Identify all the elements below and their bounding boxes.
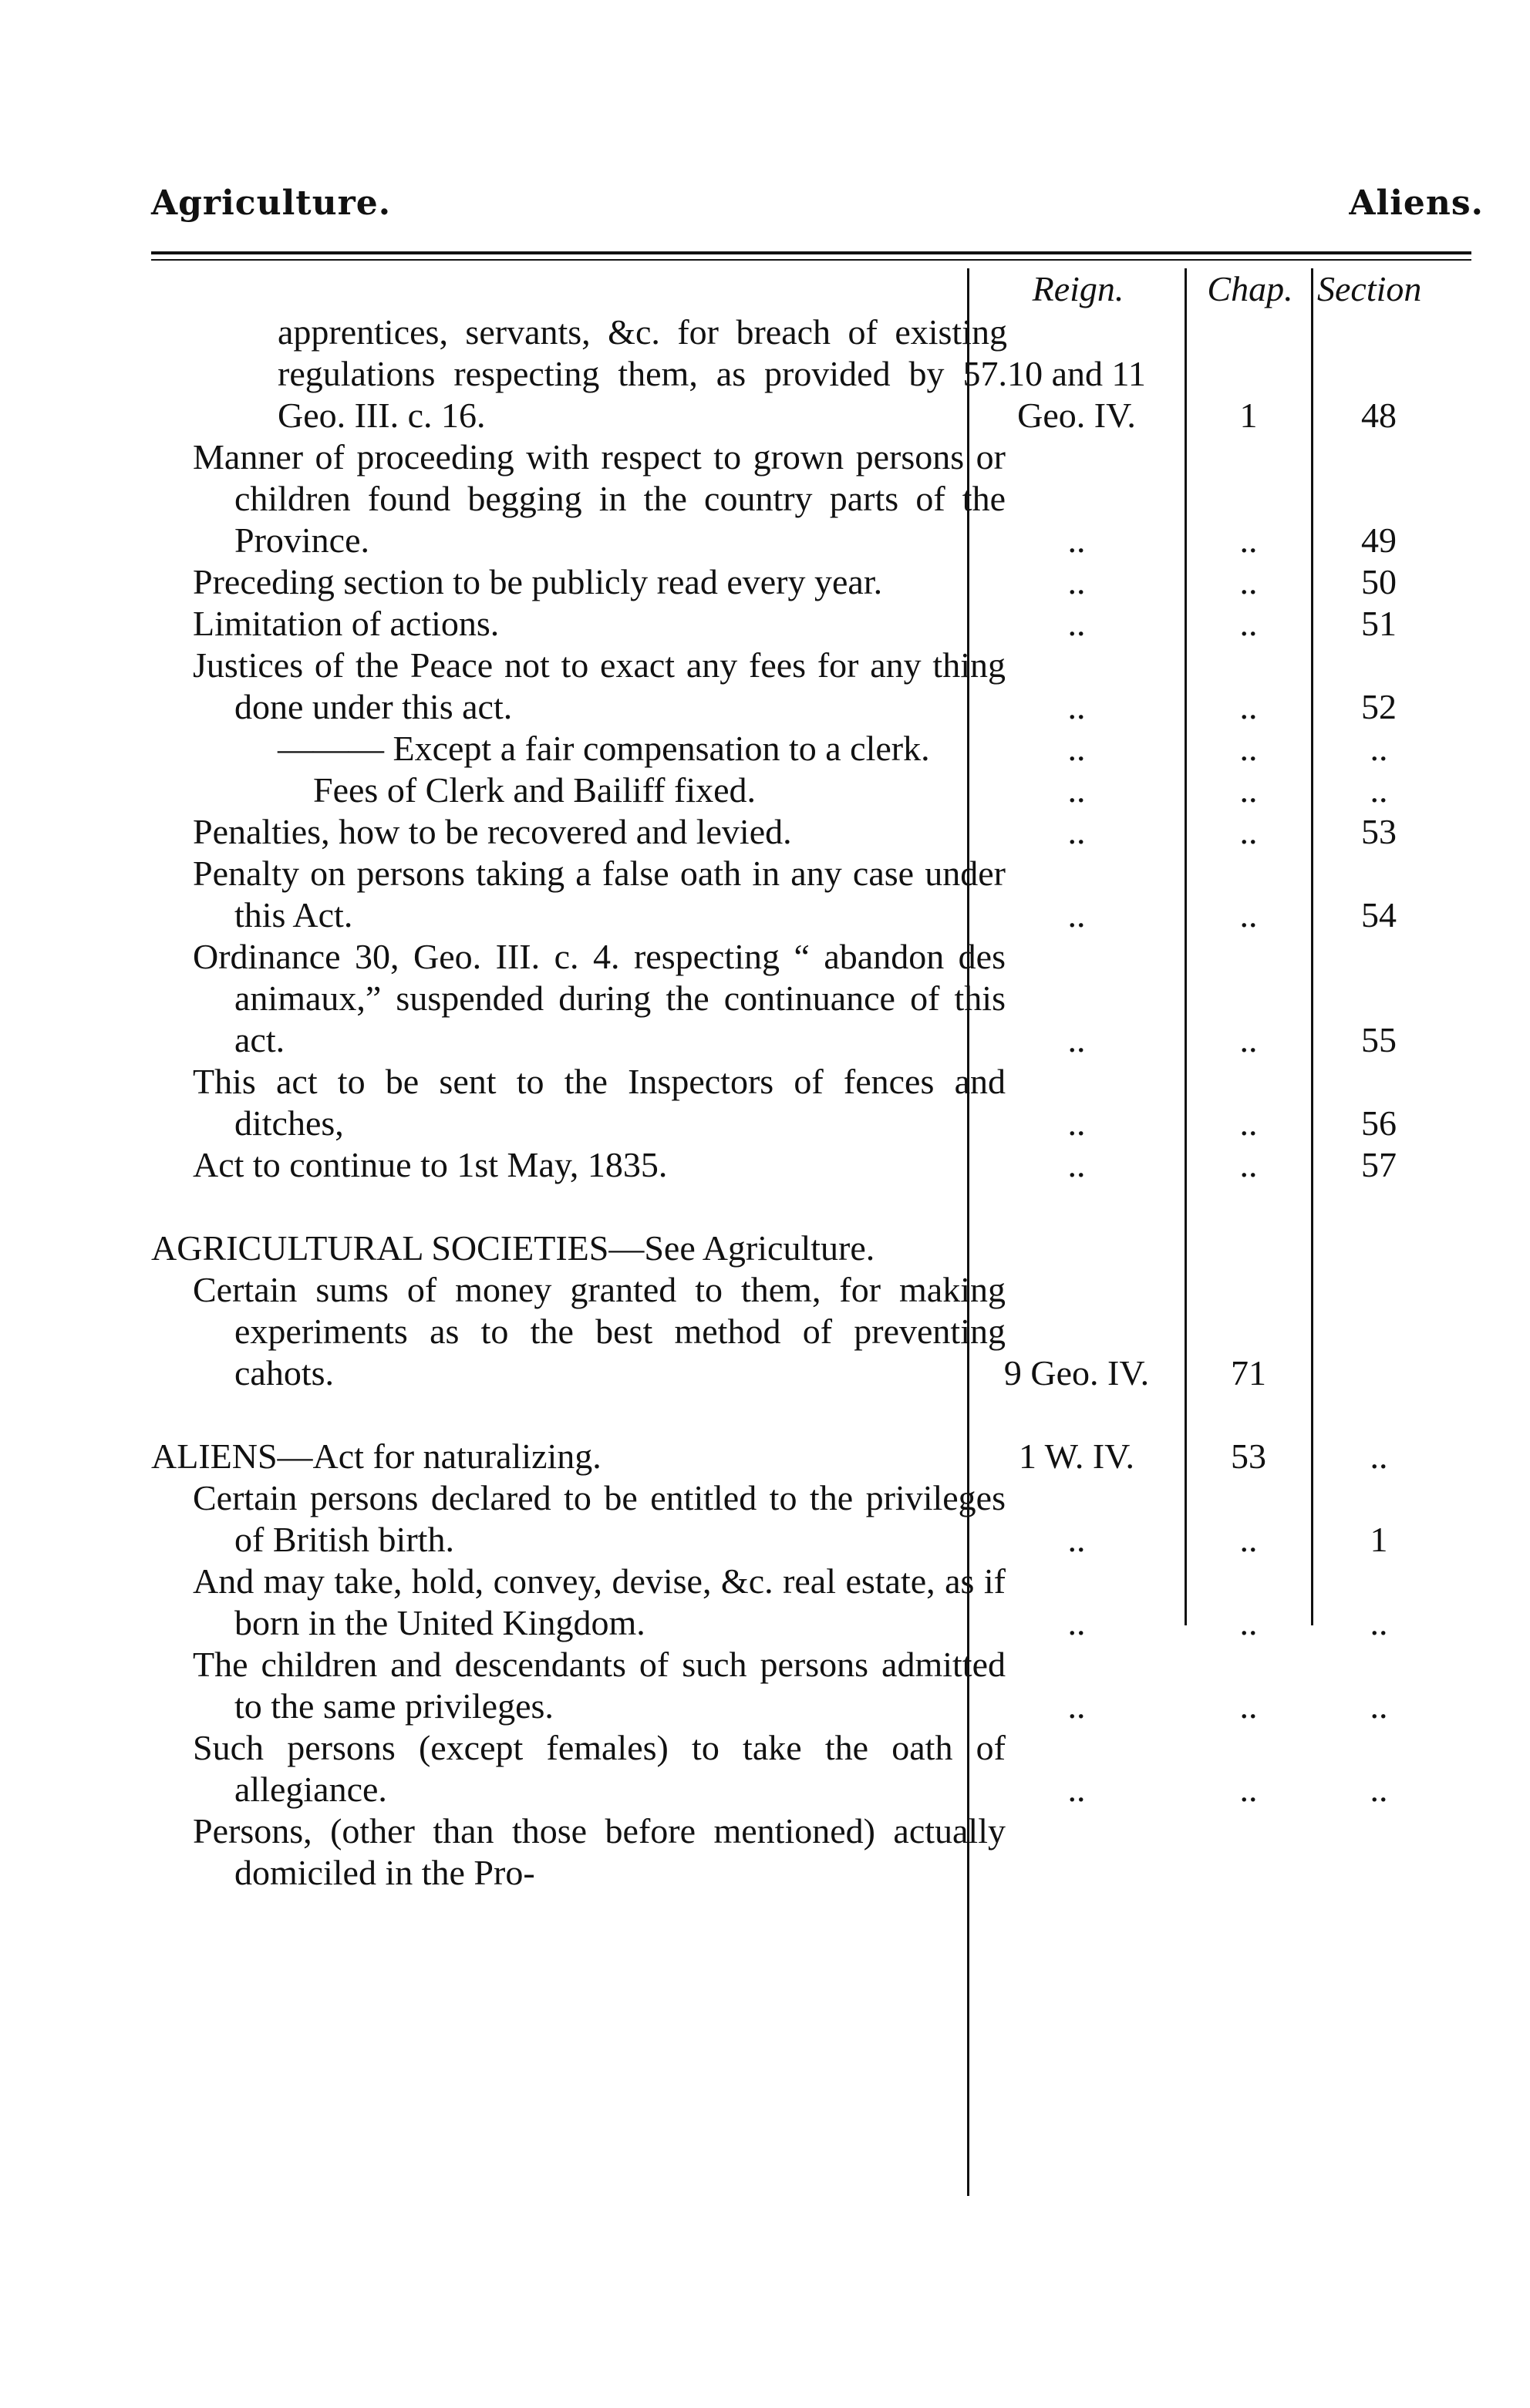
row-chap: 71 bbox=[1231, 1353, 1266, 1393]
row-reign: 9 Geo. IV. bbox=[1003, 1353, 1150, 1393]
index-row bbox=[151, 1477, 1471, 1561]
row-chap: .. bbox=[1239, 1686, 1258, 1726]
row-chap: .. bbox=[1239, 895, 1258, 935]
row-chap: .. bbox=[1239, 1770, 1258, 1809]
row-section: 53 bbox=[1361, 812, 1397, 851]
row-reign: 1 W. IV. bbox=[1019, 1436, 1134, 1476]
row-reign: .. bbox=[1067, 729, 1086, 768]
index-row bbox=[151, 811, 1471, 853]
row-chap: .. bbox=[1239, 1020, 1258, 1059]
column-header-reign: Reign. bbox=[1032, 269, 1124, 308]
index-table bbox=[151, 312, 1471, 1894]
row-section: 52 bbox=[1361, 687, 1397, 726]
row-entry-text: Limitation of actions. bbox=[193, 604, 500, 643]
row-section: 1 bbox=[1370, 1520, 1388, 1559]
row-entry-text: Certain persons declared to be entitled to the privileges of British birth. bbox=[193, 1478, 1006, 1559]
row-reign: .. bbox=[1067, 1020, 1086, 1059]
row-entry-text: Act to continue to 1st May, 1835. bbox=[193, 1145, 668, 1184]
row-chap: .. bbox=[1239, 770, 1258, 810]
row-section: 54 bbox=[1361, 895, 1397, 935]
row-section: .. bbox=[1370, 1603, 1388, 1642]
row-entry-text: Justices of the Peace not to exact any fees for any thing done under this act. bbox=[193, 645, 1006, 726]
header-rule bbox=[151, 251, 1471, 254]
index-row bbox=[151, 936, 1471, 1061]
row-reign: .. bbox=[1067, 812, 1086, 851]
row-reign: .. bbox=[1067, 1103, 1086, 1143]
row-entry-text: Penalty on persons taking a false oath in any case under this Act. bbox=[193, 854, 1006, 935]
column-header-section: Section bbox=[1317, 269, 1422, 308]
index-row bbox=[151, 1644, 1471, 1727]
index-row bbox=[151, 645, 1471, 728]
row-reign: .. bbox=[1067, 604, 1086, 643]
row-chap: .. bbox=[1239, 687, 1258, 726]
header-rule-thin bbox=[151, 259, 1471, 261]
row-entry-text: Preceding section to be publicly read every year. bbox=[193, 562, 883, 601]
index-row bbox=[151, 312, 1471, 436]
row-entry-text: Such persons (except females) to take the oath of allegiance. bbox=[193, 1728, 1006, 1809]
running-header-right: Aliens. bbox=[1349, 184, 1484, 223]
row-entry-text: AGRICULTURAL SOCIETIES—See Agriculture. bbox=[151, 1228, 875, 1268]
index-row bbox=[151, 1727, 1471, 1810]
index-row bbox=[151, 770, 1471, 811]
row-section: 51 bbox=[1361, 604, 1397, 643]
index-row bbox=[151, 1561, 1471, 1644]
row-chap: .. bbox=[1239, 812, 1258, 851]
running-header-left: Agriculture. bbox=[151, 184, 392, 223]
row-reign: .. bbox=[1067, 895, 1086, 935]
row-reign: .. bbox=[1067, 1686, 1086, 1726]
row-section: .. bbox=[1370, 1770, 1388, 1809]
row-section: 56 bbox=[1361, 1103, 1397, 1143]
row-section: 57 bbox=[1361, 1145, 1397, 1184]
row-entry-text: Ordinance 30, Geo. III. c. 4. respecting “ abandon des animaux,” suspended during the continuance of this act. bbox=[193, 937, 1006, 1059]
row-reign: .. bbox=[1067, 520, 1086, 560]
row-chap: .. bbox=[1239, 1520, 1258, 1559]
row-chap: 53 bbox=[1231, 1436, 1266, 1476]
row-section: 49 bbox=[1361, 520, 1397, 560]
index-row bbox=[151, 1436, 1471, 1477]
row-reign: .. bbox=[1067, 770, 1086, 810]
row-chap: .. bbox=[1239, 1145, 1258, 1184]
row-chap: 1 bbox=[1239, 396, 1258, 435]
index-row bbox=[151, 853, 1471, 936]
index-row bbox=[151, 561, 1471, 603]
row-reign: .. bbox=[1067, 1145, 1086, 1184]
row-reign: .. bbox=[1067, 687, 1086, 726]
index-row bbox=[151, 436, 1471, 561]
row-chap: .. bbox=[1239, 604, 1258, 643]
row-entry-text: Manner of proceeding with respect to grown persons or children found begging in the country parts of the Province. bbox=[193, 437, 1006, 560]
row-section: 50 bbox=[1361, 562, 1397, 601]
row-entry-text: This act to be sent to the Inspectors of fences and ditches, bbox=[193, 1062, 1006, 1143]
index-row bbox=[151, 728, 1471, 770]
row-spacer bbox=[151, 1394, 1471, 1436]
row-entry-text: ALIENS—Act for naturalizing. bbox=[151, 1436, 602, 1476]
row-section: .. bbox=[1370, 729, 1388, 768]
column-header-chap: Chap. bbox=[1207, 269, 1293, 308]
row-reign: 10 and 11 Geo. IV. bbox=[1007, 354, 1146, 435]
row-reign: .. bbox=[1067, 1603, 1086, 1642]
row-entry-text: apprentices, servants, &c. for breach of existing regulations respecting them, as provided by 57. Geo. III. c. 16. bbox=[278, 312, 1007, 435]
index-row bbox=[151, 1228, 1471, 1269]
index-row bbox=[151, 1810, 1471, 1894]
row-entry-text: Penalties, how to be recovered and levied. bbox=[193, 812, 792, 851]
row-entry-text: ——— Except a fair compensation to a clerk. bbox=[278, 729, 930, 768]
row-section: .. bbox=[1370, 1436, 1388, 1476]
row-chap: .. bbox=[1239, 562, 1258, 601]
row-entry-text: Certain sums of money granted to them, for making experiments as to the best method of preventing cahots. bbox=[193, 1270, 1006, 1393]
row-spacer bbox=[151, 1186, 1471, 1228]
row-chap: .. bbox=[1239, 1103, 1258, 1143]
row-section: 48 bbox=[1361, 396, 1397, 435]
row-entry-text: And may take, hold, convey, devise, &c. real estate, as if born in the United Kingdom. bbox=[193, 1561, 1006, 1642]
row-reign: .. bbox=[1067, 1520, 1086, 1559]
index-row bbox=[151, 1061, 1471, 1144]
row-section: 55 bbox=[1361, 1020, 1397, 1059]
row-section: .. bbox=[1370, 770, 1388, 810]
row-reign: .. bbox=[1067, 1770, 1086, 1809]
row-chap: .. bbox=[1239, 1603, 1258, 1642]
row-entry-text: The children and descendants of such persons admitted to the same privileges. bbox=[193, 1645, 1006, 1726]
row-chap: .. bbox=[1239, 729, 1258, 768]
row-chap: .. bbox=[1239, 520, 1258, 560]
index-row bbox=[151, 1269, 1471, 1394]
index-row bbox=[151, 1144, 1471, 1186]
row-section: .. bbox=[1370, 1686, 1388, 1726]
row-entry-text: Persons, (other than those before mentioned) actually domiciled in the Pro- bbox=[193, 1811, 1006, 1892]
index-row bbox=[151, 603, 1471, 645]
row-entry-text: Fees of Clerk and Bailiff fixed. bbox=[313, 770, 757, 810]
row-reign: .. bbox=[1067, 562, 1086, 601]
